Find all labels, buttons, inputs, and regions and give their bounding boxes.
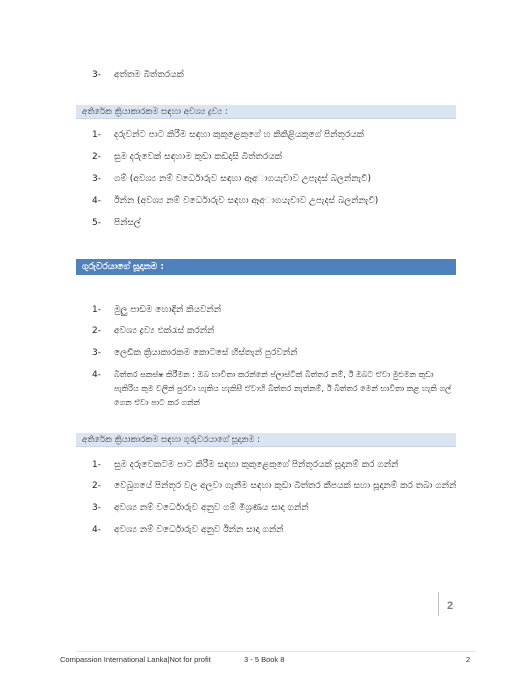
list-number: 3-	[92, 70, 101, 80]
list-number: 4-	[92, 370, 101, 380]
footer-left-text: Compassion International Lanka|Not for profit	[60, 655, 211, 664]
list-item-text: බිත්තර සකස්ෂ කිරීමන : ඔබ භාවිතා කරන්නේ ප්ලාස්ටික් බිත්තර නම්, ඊ ඔබට ඒවා මුළුමන කුඩා	[114, 370, 434, 379]
list-number: 3-	[92, 348, 101, 358]
footer-rule	[76, 651, 476, 652]
list-number: 1-	[92, 460, 101, 470]
list-number: 4-	[92, 525, 101, 535]
footer-page-number: 2	[466, 655, 471, 664]
list-item-text-continued: පැකිරිය කුම වලින් පුරවා හැකිය හැකිසී ඒවාහි බිත්තර නැත්නම්, ඊ බිත්තර මෙන් භාවිතා කළ හැකි ගල්	[114, 384, 452, 393]
list-number: 3-	[92, 174, 101, 184]
list-item-text: වෙබුගයේ පින්තූර වල අලවා ගැනීම සඳහා කුඩා බිත්තර කීපයක් සහා සූදානම් කර තබා ගන්න්	[114, 481, 457, 491]
section-heading-teacher-prep: ගුරුවරයාගේ සූදානම :	[76, 259, 456, 275]
list-item-text: ලෙඩික ක්‍රියාකාරකම කොටසේ හිස්තැන් පුරවන්න්	[114, 348, 298, 358]
list-item-text: සුම දරුවෙක් සඳහාම කුඩා කඩදාසි බිත්තරයක්	[114, 152, 282, 162]
list-number: 3-	[92, 503, 101, 513]
section-heading-extra-prep: අතිරේක ක්‍රියාකාරකම සඳහා ගුරුවරයාගේ සූදානම :	[76, 433, 456, 447]
list-number: 1-	[92, 130, 101, 140]
list-item-text: දරුවන්ට පාට කිරීම සඳහා කුකුළෙකුගේ හ කිකිළියකුගේ පින්තූරයක්	[114, 130, 364, 140]
list-item-text: මුලු පාඩම හොඳින් කියවන්න්	[114, 305, 222, 315]
list-item-text: අවශ්‍ය නම් වර්ධොරුව අනුව ගම් මිශ්‍රණය සාදා ගන්න්	[114, 503, 309, 513]
list-item-text: අවශ්‍ය නම් වර්ධොරුව අනුව ඊන්න සාදා ගන්න්	[114, 525, 284, 535]
page-number: 2	[447, 600, 454, 612]
list-item-text: ඊන්න (අවශ්‍ය නම් වර්ධොරුව සඳහා ඈඅාගයැචාව උපැදස් බලන්නැවී)	[114, 196, 379, 206]
footer-center-text: 3 - 5 Book 8	[244, 655, 285, 664]
list-item-text: පින්සල්	[114, 218, 141, 228]
list-item-text: ගම් (අවශ්‍ය නම් වර්ධොරුව සඳහා ඈඅාගයැචාව උපැදස් බලන්නැවී)	[114, 174, 372, 184]
list-item-text: අවශ්‍ය ද්‍රව්‍ය එක්රැස් කරන්න්	[114, 326, 215, 336]
list-number: 2-	[92, 326, 101, 336]
list-number: 4-	[92, 196, 101, 206]
list-number: 5-	[92, 218, 101, 228]
page-number-divider	[438, 592, 439, 616]
section-heading-materials: අතිරේක ක්‍රියාකාරකම සඳහා අවශ්‍ය ද්‍රව්‍ය :	[76, 105, 456, 119]
list-item-text-continued: ගෙන ඒවා පාට කර ගන්න්	[114, 398, 201, 407]
list-item-text: සුම දරුවෙකටම පාට කිරීම සඳහා කුකුළෙකුගේ පින්තූරයක් සූදානම් කර ගන්න්	[114, 460, 399, 470]
list-number: 2-	[92, 481, 101, 491]
list-number: 2-	[92, 152, 101, 162]
list-number: 1-	[92, 305, 101, 315]
list-item-text: අත්තම බිත්තරයක්	[114, 70, 184, 80]
